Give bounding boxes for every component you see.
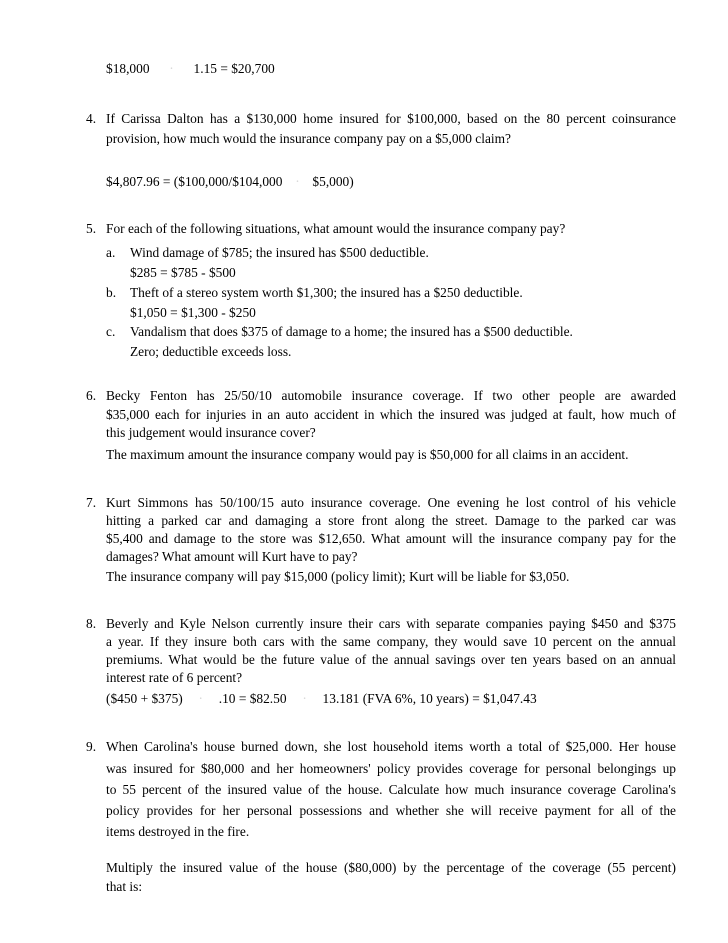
multiply-sign-icon [150, 59, 194, 79]
calc-operand: $18,000 [106, 61, 150, 76]
question-8-line-1: Beverly and Kyle Nelson currently insure their cars with separate companies paying $450 and $375 [106, 616, 676, 631]
answer-part: ($450 + $375) [106, 691, 183, 706]
question-9-line-5: items destroyed in the fire. [106, 824, 250, 839]
question-8-number: 8. [86, 616, 97, 631]
question-6-number: 6. [86, 388, 97, 403]
question-5-item-letter: a. [106, 245, 116, 260]
question-8-line-4: interest rate of 6 percent? [106, 670, 243, 685]
question-9-line-1: When Carolina's house burned down, she lost household items worth a total of $25,000. Her house [106, 739, 676, 754]
question-9-line-3: to 55 percent of the insured value of the house. Calculate how much insurance coverage Carolina's [106, 782, 676, 797]
question-9-number: 9. [86, 739, 97, 754]
question-4-line-2: provision, how much would the insurance company pay on a $5,000 claim? [106, 131, 511, 146]
question-5-item-answer: Zero; deductible exceeds loss. [130, 344, 292, 359]
answer-part: 13.181 (FVA 6%, 10 years) = $1,047.43 [322, 691, 537, 706]
question-4-answer [106, 172, 354, 192]
question-9-line-2: was insured for $80,000 and her homeowners' policy provides coverage for personal belongings up [106, 761, 676, 776]
multiply-sign-icon [282, 172, 312, 192]
question-6-line-2: $35,000 each for injuries in an auto accident in which the insured was judged at fault, how much of [106, 407, 676, 422]
question-4-line-1: If Carissa Dalton has a $130,000 home insured for $100,000, based on the 80 percent coinsurance [106, 111, 676, 126]
question-9-answer-line-1: Multiply the insured value of the house ($80,000) by the percentage of the coverage (55 percent) [106, 860, 676, 875]
question-5-item-letter: c. [106, 324, 116, 339]
question-7-line-2: hitting a parked car and damaging a store front along the street. Damage to the parked car was [106, 513, 676, 528]
question-4-number: 4. [86, 111, 97, 126]
question-5-line-1: For each of the following situations, what amount would the insurance company pay? [106, 221, 566, 236]
calc-result: 1.15 = $20,700 [193, 61, 275, 76]
answer-part: .10 = $82.50 [218, 691, 287, 706]
answer-part: $4,807.96 = ($100,000/$104,000 [106, 174, 283, 189]
continuation-calculation [106, 59, 275, 79]
question-5-item-text: Wind damage of $785; the insured has $500 deductible. [130, 245, 429, 260]
question-8-answer [106, 689, 537, 709]
question-7-number: 7. [86, 495, 97, 510]
multiply-sign-icon [183, 689, 219, 709]
question-6-line-1: Becky Fenton has 25/50/10 automobile insurance coverage. If two other people are awarded [106, 388, 676, 403]
question-5-item-text: Vandalism that does $375 of damage to a home; the insured has a $500 deductible. [130, 324, 573, 339]
question-7-line-3: $5,400 and damage to the store was $12,650. What amount will the insurance company pay for the [106, 531, 676, 546]
answer-part: $5,000) [312, 174, 354, 189]
multiply-sign-icon [287, 689, 323, 709]
question-7-line-4: damages? What amount will Kurt have to pay? [106, 549, 358, 564]
question-7-answer: The insurance company will pay $15,000 (policy limit); Kurt will be liable for $3,050. [106, 569, 570, 584]
question-5-item-text: Theft of a stereo system worth $1,300; the insured has a $250 deductible. [130, 285, 523, 300]
question-5-item-answer: $285 = $785 - $500 [130, 265, 236, 280]
question-6-answer: The maximum amount the insurance company would pay is $50,000 for all claims in an accident. [106, 447, 629, 462]
question-5-item-letter: b. [106, 285, 117, 300]
question-9-line-4: policy provides for her personal possessions and whether she will receive payment for all of the [106, 803, 676, 818]
question-5-number: 5. [86, 221, 97, 236]
question-5-item-answer: $1,050 = $1,300 - $250 [130, 305, 256, 320]
question-7-line-1: Kurt Simmons has 50/100/15 auto insurance coverage. One evening he lost control of his vehicle [106, 495, 676, 510]
question-8-line-2: a year. If they insure both cars with the same company, they would save 10 percent on the annual [106, 634, 676, 649]
question-9-answer-line-2: that is: [106, 879, 143, 894]
question-6-line-3: this judgement would insurance cover? [106, 425, 316, 440]
question-8-line-3: premiums. What would be the future value of the annual savings over ten years based on an annual [106, 652, 676, 667]
